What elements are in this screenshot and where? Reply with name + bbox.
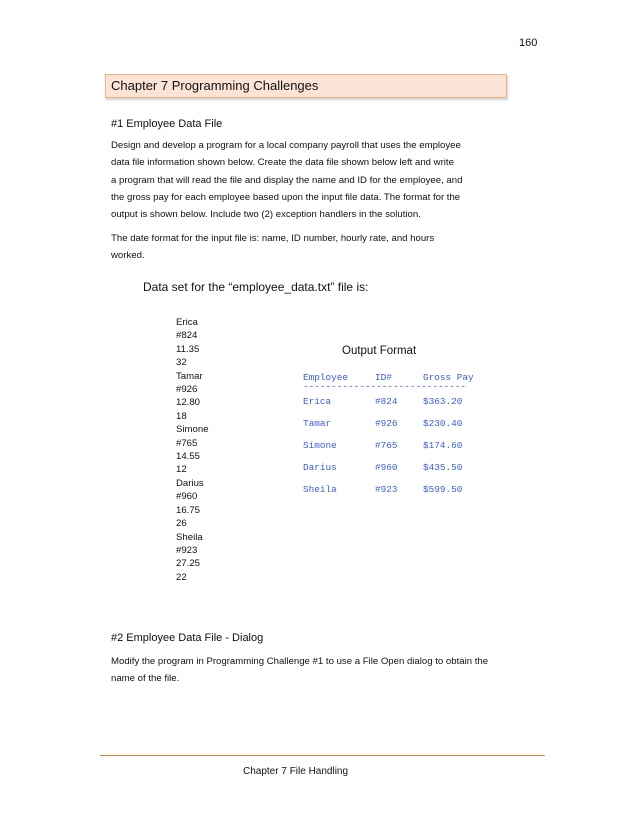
challenge1-title: #1 Employee Data File: [111, 118, 223, 130]
output-id: #765: [375, 440, 398, 451]
page-number: 160: [519, 37, 538, 49]
dataset-value: #926: [176, 384, 198, 396]
dataset-value: 11.35: [176, 343, 200, 355]
dataset-value: 26: [176, 518, 187, 530]
output-id: #926: [375, 418, 398, 429]
dataset-value: Simone: [176, 424, 209, 436]
output-employee: Simone: [303, 440, 337, 451]
text-line: data file information shown below. Create the data file shown below left and write: [111, 157, 454, 169]
output-header-pay: Gross Pay: [423, 372, 474, 383]
output-format-block: [303, 372, 474, 506]
output-row: [303, 418, 466, 440]
dataset-value: Sheila: [176, 531, 203, 543]
footer-chapter-label: Chapter 7 File Handling: [243, 766, 349, 777]
output-header-id: ID#: [375, 372, 392, 383]
dataset-heading: Data set for the “employee_data.txt” file is:: [143, 280, 369, 294]
input-format-note: [111, 230, 531, 265]
dataset-value: #824: [176, 330, 198, 342]
output-row: [303, 396, 466, 418]
dataset-value: 18: [176, 410, 187, 422]
text-line: output is shown below. Include two (2) exception handlers in the solution.: [111, 209, 421, 221]
text-line: a program that will read the file and display the name and ID for the employee, and: [111, 174, 463, 186]
dataset-value: 12.80: [176, 397, 201, 409]
dataset-value: #765: [176, 437, 198, 449]
text-line: The date format for the input file is: name, ID number, hourly rate, and hours: [111, 233, 435, 244]
output-employee: Tamar: [303, 418, 332, 429]
dataset-value: Tamar: [176, 370, 203, 382]
challenge2-description: [111, 653, 531, 688]
output-pay: $174.60: [423, 440, 463, 451]
dataset-value: 14.55: [176, 451, 201, 463]
challenge1-description: [111, 137, 531, 223]
output-header-employee: Employee: [303, 372, 349, 383]
dataset-value: #923: [176, 544, 198, 556]
chapter-title-box: [105, 74, 507, 98]
text-line: worked.: [111, 250, 145, 262]
dataset-value: #960: [176, 491, 198, 503]
output-id: #824: [375, 396, 398, 407]
text-line: Modify the program in Programming Challenge #1 to use a File Open dialog to obtain the: [111, 656, 489, 667]
output-pay: $230.40: [423, 418, 463, 429]
dataset-value: 22: [176, 571, 187, 583]
text-line: name of the file.: [111, 673, 180, 685]
footer-divider: [100, 755, 545, 756]
dataset-value: 32: [176, 357, 187, 369]
output-id: #923: [375, 484, 398, 495]
output-employee: Erica: [303, 396, 332, 407]
dataset-value: 12: [176, 464, 187, 476]
output-pay: $599.50: [423, 484, 463, 495]
dataset-value: Erica: [176, 317, 198, 328]
dataset-list: [176, 316, 209, 584]
output-employee: Sheila: [303, 484, 337, 495]
text-line: Design and develop a program for a local company payroll that uses the employee: [111, 140, 461, 151]
output-row: [303, 484, 466, 506]
dataset-value: 16.75: [176, 504, 201, 516]
output-pay: $363.20: [423, 396, 463, 407]
output-employee: Darius: [303, 462, 337, 473]
output-row: [303, 440, 466, 462]
output-format-heading: Output Format: [342, 345, 417, 357]
output-pay: $435.50: [423, 462, 463, 473]
output-rule: -----------------------------: [303, 381, 467, 392]
text-line: the gross pay for each employee based upon the input file data. The format for the: [111, 191, 461, 203]
output-row: [303, 462, 466, 484]
dataset-value: Darius: [176, 477, 204, 489]
challenge2-title: #2 Employee Data File - Dialog: [111, 632, 264, 644]
dataset-value: 27.25: [176, 558, 201, 570]
output-id: #960: [375, 462, 398, 473]
chapter-title: Chapter 7 Programming Challenges: [111, 78, 319, 93]
